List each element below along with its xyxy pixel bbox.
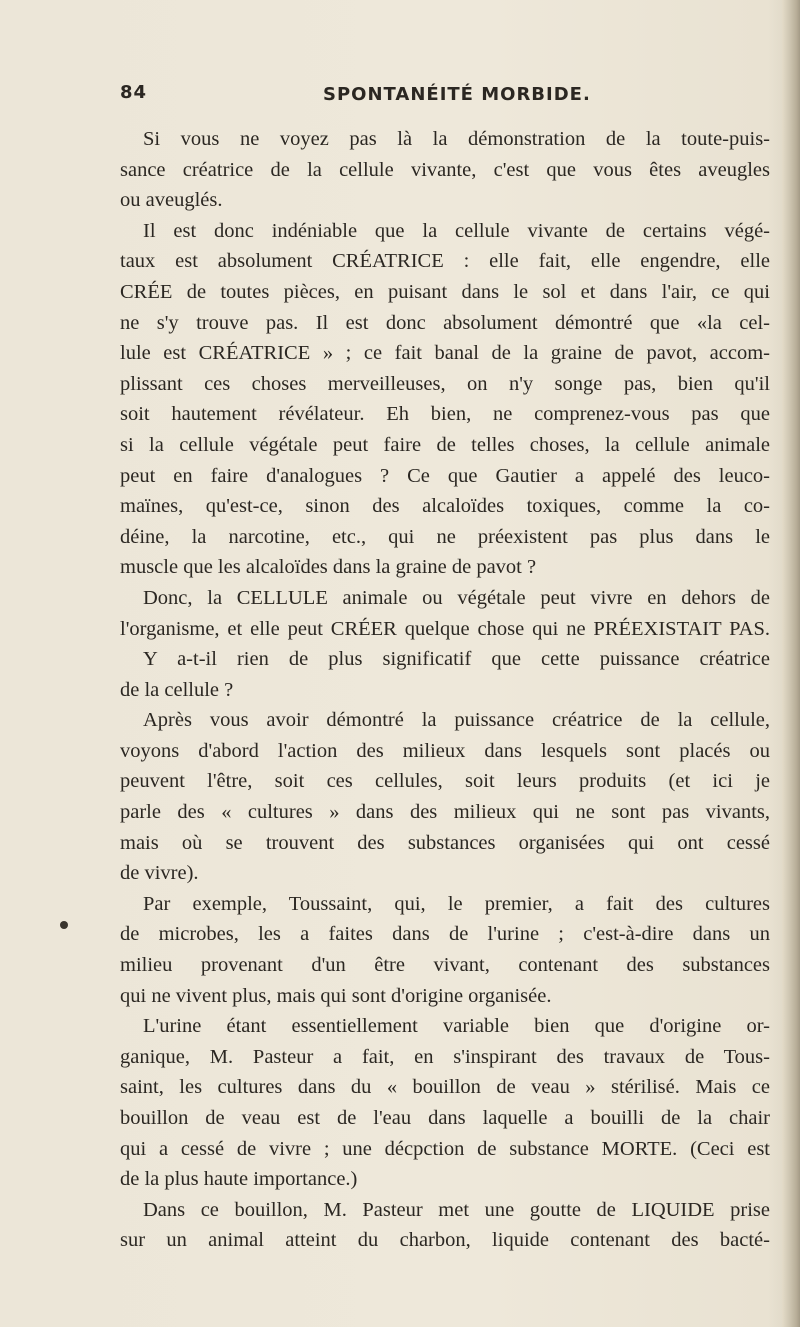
text-line: de la plus haute importance.) [120, 1168, 358, 1191]
text-line: plissant ces choses merveilleuses, on n'y songe pas, bien qu'il [120, 372, 770, 395]
text-line: mais où se trouvent des substances organisées qui ont cessé [120, 831, 770, 854]
text-line: Y a-t-il rien de plus significatif que cette puissance créatrice [143, 648, 770, 671]
text-line: Après vous avoir démontré la puissance créatrice de la cellule, [143, 709, 770, 732]
text-line: de vivre). [120, 862, 199, 885]
text-line: peut en faire d'analogues ? Ce que Gautier a appelé des leuco- [120, 464, 770, 487]
text-line: lule est CRÉATRICE » ; ce fait banal de la graine de pavot, accom- [120, 342, 770, 365]
text-line: Par exemple, Toussaint, qui, le premier, a fait des cultures [143, 892, 770, 915]
text-line: ne s'y trouve pas. Il est donc absolument démontré que «la cel- [120, 311, 770, 334]
text-line: déine, la narcotine, etc., qui ne préexistent pas plus dans le [120, 525, 770, 548]
text-line: soit hautement révélateur. Eh bien, ne comprenez-vous pas que [120, 403, 770, 426]
text-line: peuvent l'être, soit ces cellules, soit leurs produits (et ici je [120, 770, 770, 793]
text-line: Il est donc indéniable que la cellule vivante de certains végé- [143, 219, 770, 242]
text-line: sance créatrice de la cellule vivante, c'est que vous êtes aveugles [120, 158, 770, 181]
text-line: ganique, M. Pasteur a fait, en s'inspirant des travaux de Tous- [120, 1045, 770, 1068]
margin-mark [60, 921, 68, 929]
text-line: Dans ce bouillon, M. Pasteur met une goutte de LIQUIDE prise [143, 1198, 770, 1221]
running-title: SPONTANÉITÉ MORBIDE. [323, 84, 591, 105]
text-line: Si vous ne voyez pas là la démonstration de la toute-puis- [143, 128, 770, 150]
text-line: maïnes, qu'est-ce, sinon des alcaloïdes toxiques, comme la co- [120, 495, 770, 518]
text-line: voyons d'abord l'action des milieux dans lesquels sont placés ou [120, 739, 770, 762]
text-line: CRÉE de toutes pièces, en puisant dans le sol et dans l'air, ce qui [120, 280, 770, 303]
text-line: parle des « cultures » dans des milieux qui ne sont pas vivants, [120, 801, 770, 824]
text-line: de microbes, les a faites dans de l'urine ; c'est-à-dire dans un [120, 923, 770, 946]
text-line: saint, les cultures dans du « bouillon de veau » stérilisé. Mais ce [120, 1076, 770, 1099]
text-line: l'organisme, et elle peut CRÉER quelque chose qui ne PRÉEXISTAIT PAS. [120, 617, 770, 640]
page-number: 84 [120, 82, 148, 103]
text-line: muscle que les alcaloïdes dans la graine de pavot ? [120, 556, 537, 579]
text-line: taux est absolument CRÉATRICE : elle fait, elle engendre, elle [120, 250, 770, 273]
text-line: si la cellule végétale peut faire de telles choses, la cellule animale [120, 433, 770, 456]
text-line: qui ne vivent plus, mais qui sont d'origine organisée. [120, 984, 552, 1007]
page-header [120, 82, 770, 112]
text-line: sur un animal atteint du charbon, liquide contenant des bacté- [120, 1229, 770, 1252]
body-text [120, 124, 770, 1256]
text-line: bouillon de veau est de l'eau dans laquelle a bouilli de la chair [120, 1107, 770, 1129]
text-line: Donc, la CELLULE animale ou végétale peut vivre en dehors de [143, 586, 770, 609]
text-line: milieu provenant d'un être vivant, contenant des substances [120, 954, 770, 977]
text-line: ou aveuglés. [120, 189, 223, 212]
text-line: qui a cessé de vivre ; une décpction de substance MORTE. (Ceci est [120, 1137, 770, 1160]
page-edge-shadow [782, 0, 800, 1327]
text-line: L'urine étant essentiellement variable bien que d'origine or- [143, 1015, 770, 1038]
text-line: de la cellule ? [120, 678, 234, 701]
